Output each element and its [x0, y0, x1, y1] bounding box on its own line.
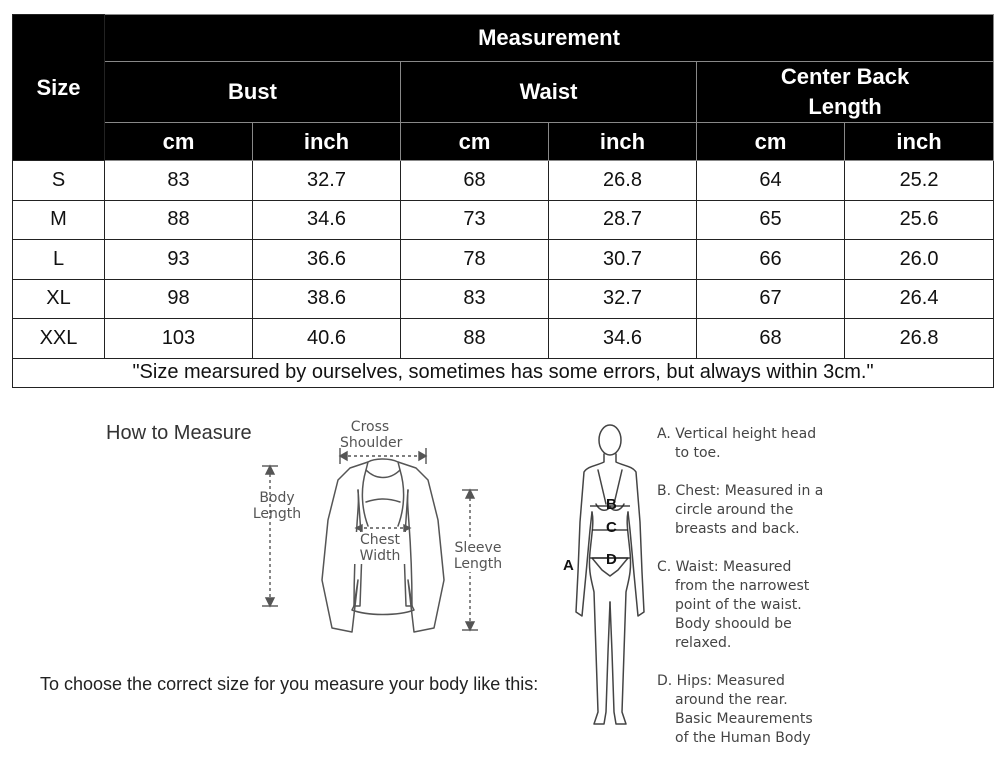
bust-header: Bust — [105, 62, 401, 123]
legend-line: Basic Meaurements — [675, 711, 813, 727]
table-cell: 98 — [105, 279, 253, 319]
table-cell: 40.6 — [253, 319, 401, 359]
legend-line: A. Vertical height head — [657, 426, 817, 442]
body-length-line2: Length — [252, 506, 302, 522]
size-cell: S — [13, 161, 105, 201]
table-cell: 25.6 — [845, 200, 994, 240]
marker-b: B — [606, 496, 617, 513]
legend-line: around the rear. — [675, 692, 788, 708]
table-cell: 68 — [697, 319, 845, 359]
cross-shoulder-line1: Cross — [350, 419, 390, 435]
unit-header: cm — [697, 123, 845, 161]
legend-line: breasts and back. — [675, 521, 800, 537]
legend-line: from the narrowest — [675, 578, 810, 594]
legend-line: C. Waist: Measured — [657, 559, 792, 575]
table-cell: 25.2 — [845, 161, 994, 201]
table-cell: 26.8 — [845, 319, 994, 359]
legend-c — [657, 558, 809, 653]
table-cell: 36.6 — [253, 240, 401, 280]
sleeve-length-label — [450, 540, 506, 572]
cross-shoulder-line2: Shoulder — [340, 435, 403, 451]
legend-b — [657, 482, 823, 539]
table-cell: 28.7 — [549, 200, 697, 240]
how-to-measure-title: How to Measure — [106, 422, 252, 444]
size-cell: M — [13, 200, 105, 240]
sleeve-length-line1: Sleeve — [454, 540, 502, 556]
unit-header: inch — [549, 123, 697, 161]
table-row — [13, 319, 994, 359]
table-cell: 83 — [401, 279, 549, 319]
table-cell: 78 — [401, 240, 549, 280]
table-cell: 88 — [105, 200, 253, 240]
table-cell: 26.8 — [549, 161, 697, 201]
body-length-line1: Body — [259, 490, 295, 506]
size-cell: L — [13, 240, 105, 280]
choose-size-instruction: To choose the correct size for you measure your body like this: — [40, 674, 539, 694]
marker-a: A — [563, 557, 574, 574]
legend-line: point of the waist. — [675, 597, 802, 613]
table-cell: 67 — [697, 279, 845, 319]
table-row — [13, 240, 994, 280]
chest-width-line2: Width — [359, 548, 401, 564]
table-cell: 83 — [105, 161, 253, 201]
table-cell: 34.6 — [549, 319, 697, 359]
table-cell: 103 — [105, 319, 253, 359]
legend-line: to toe. — [675, 445, 721, 461]
table-row — [13, 279, 994, 319]
table-row — [13, 161, 994, 201]
unit-header: inch — [253, 123, 401, 161]
size-cell: XXL — [13, 319, 105, 359]
legend-line: circle around the — [675, 502, 794, 518]
table-cell: 26.4 — [845, 279, 994, 319]
body-length-label — [252, 490, 302, 522]
table-row — [13, 200, 994, 240]
center-back-length-header — [697, 62, 994, 123]
table-cell: 26.0 — [845, 240, 994, 280]
waist-header: Waist — [401, 62, 697, 123]
size-note: "Size mearsured by ourselves, sometimes has some errors, but always within 3cm." — [13, 358, 994, 387]
legend-line: D. Hips: Measured — [657, 673, 785, 689]
size-cell: XL — [13, 279, 105, 319]
legend-line: of the Human Body — [675, 730, 811, 746]
legend-line: Body shoould be — [675, 616, 792, 632]
table-cell: 88 — [401, 319, 549, 359]
measurement-header: Measurement — [105, 15, 994, 62]
table-cell: 73 — [401, 200, 549, 240]
size-chart-table — [12, 14, 994, 388]
legend-line: B. Chest: Measured in a — [657, 483, 824, 499]
table-cell: 65 — [697, 200, 845, 240]
size-header: Size — [13, 15, 105, 161]
sleeve-length-line2: Length — [453, 556, 503, 572]
chest-width-label — [354, 532, 406, 564]
unit-header: cm — [401, 123, 549, 161]
cross-shoulder-label — [340, 419, 403, 451]
legend-d — [657, 672, 813, 748]
body-diagram — [560, 412, 660, 762]
center-back-length-label: Center Back Length — [780, 64, 910, 119]
table-cell: 32.7 — [549, 279, 697, 319]
legend-line: relaxed. — [675, 635, 732, 651]
table-cell: 93 — [105, 240, 253, 280]
table-cell: 64 — [697, 161, 845, 201]
unit-header: cm — [105, 123, 253, 161]
table-cell: 68 — [401, 161, 549, 201]
legend-a — [657, 425, 816, 463]
unit-header: inch — [845, 123, 994, 161]
chest-width-line1: Chest — [359, 532, 401, 548]
marker-d: D — [606, 551, 617, 568]
table-cell: 38.6 — [253, 279, 401, 319]
table-cell: 34.6 — [253, 200, 401, 240]
table-cell: 66 — [697, 240, 845, 280]
table-cell: 30.7 — [549, 240, 697, 280]
table-cell: 32.7 — [253, 161, 401, 201]
marker-c: C — [606, 519, 617, 536]
